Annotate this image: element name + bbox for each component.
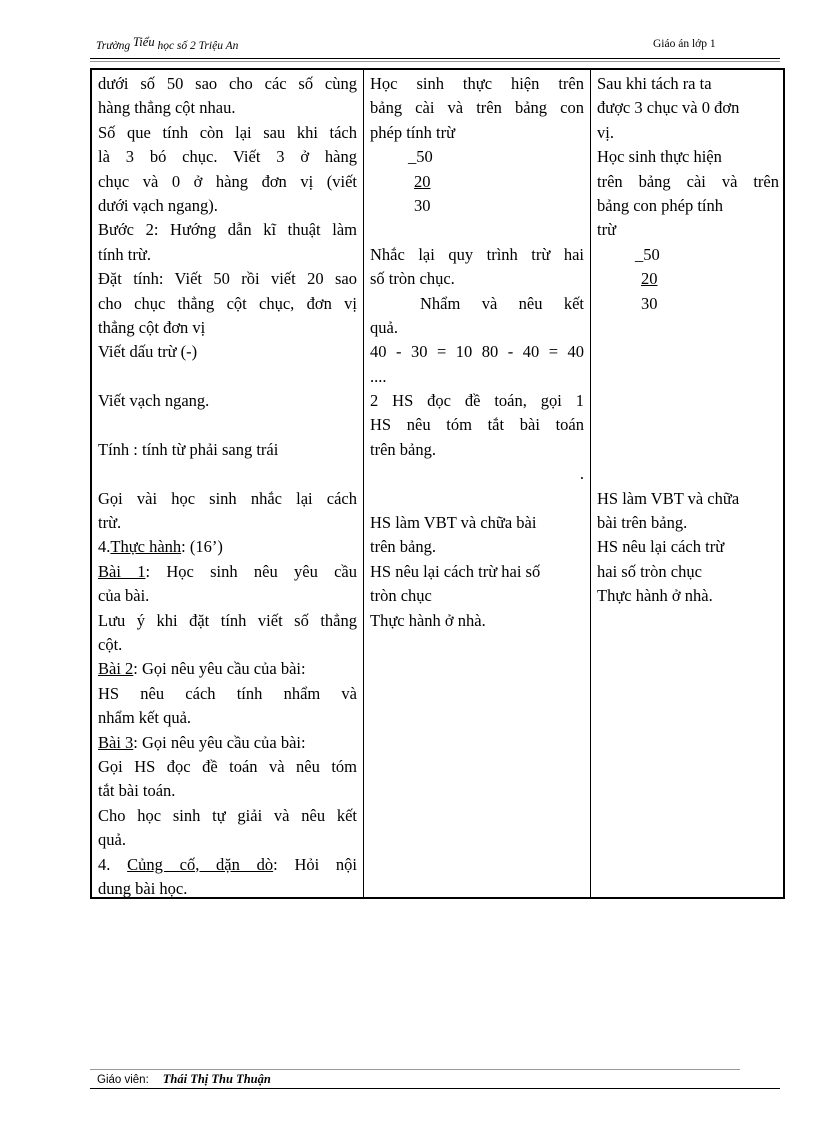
student-mental-math [370,316,584,487]
text-line: vị. [597,122,614,142]
text-line: Bước 2: Hướng dẫn kĩ thuật làm [98,220,357,240]
text-line: quả. [370,317,398,337]
header-rule-thin [90,61,780,62]
text-line: cột. [98,634,123,654]
text-line: dưới vạch ngang). [98,195,218,215]
student-review-lines [370,218,584,291]
text-line: HS nêu lại cách trừ hai số [370,561,541,581]
text-line: . [579,464,584,484]
bai-1-notes [98,584,357,657]
practice-heading: 4.Thực hành: (16’) [98,537,223,557]
text-line: .... [370,366,387,386]
calc2-minuend: _50 [635,244,660,264]
text-line [98,413,357,437]
text-line: bài trên bảng. [597,513,688,533]
notes-practice [597,487,779,609]
notes-top [597,72,779,243]
text-line: 2 HS đọc đề toán, gọi 1 [370,391,584,411]
calc2-subtrahend: 20 [641,269,658,289]
text-line [370,218,584,242]
text-line: Thực hành ở nhà. [597,586,713,606]
text-line: thẳng cột đơn vị [98,317,206,337]
text-line: HS nêu lại cách trừ [597,537,725,557]
text-line: Sau khi tách ra ta [597,74,712,93]
footer-rule [90,1088,780,1089]
calc-result: 30 [414,195,431,215]
text-line: Cho học sinh tự giải và nêu kết [98,805,357,825]
student-activities-top [370,72,584,145]
consolidation-last-line: dung bài học. [98,878,188,898]
text-line: bảng con phép tính [597,195,724,215]
subject-label: Giáo án lớp 1 [653,38,716,50]
text-line: HS làm VBT và chữa bài [370,513,537,533]
text-line: Tính : tính từ phải sang trái [98,439,279,459]
text-line: trên bảng. [370,439,436,459]
calc-subtrahend: 20 [414,171,431,191]
page-header [96,35,780,56]
bai-2-notes [98,682,357,731]
text-line: tắt bài toán. [98,781,176,801]
spacer [597,316,779,487]
text-line: Viết dấu trừ (-) [98,342,198,362]
teacher-name: Thái Thị Thu Thuận [162,1072,271,1086]
text-line: số tròn chục. [370,269,455,289]
bai-3-notes [98,755,357,853]
calc-minuend: _50 [408,147,433,167]
spacer [370,487,584,511]
school-name: Trường Tiểu học số 2 Triệu An [96,35,239,52]
teacher-activities-top [98,72,357,535]
text-line [98,365,357,389]
text-line: HS nêu tóm tắt bài toán [370,415,584,435]
text-line: Đặt tính: Viết 50 rồi viết 20 sao [98,269,357,289]
text-line: hàng thẳng cột nhau. [98,98,236,118]
teacher-activities-column [92,70,364,897]
text-line: Viết vạch ngang. [98,391,210,411]
text-line: là 3 bó chục. Viết 3 ở hàng [98,147,357,167]
page-footer [97,1072,271,1087]
bai-2-line: Bài 2: Gọi nêu yêu cầu của bài: [98,659,306,679]
text-line: Học sinh thực hiện trên [370,74,584,93]
text-line: Số que tính còn lại sau khi tách [98,122,357,142]
text-line: trừ [597,220,617,240]
text-line: trên bảng cài và trên [597,171,779,191]
text-line: Thực hành ở nhà. [370,610,486,630]
mental-math-line: Nhẩm và nêu kết [420,293,584,313]
text-line: Gọi vài học sinh nhắc lại cách [98,488,357,508]
text-line: dưới số 50 sao cho các số cùng [98,74,357,93]
text-line [98,462,357,486]
text-line: nhẩm kết quả. [98,708,192,728]
student-activities-column [364,70,591,897]
text-line: chục và 0 ở hàng đơn vị (viết [98,171,357,191]
text-line: của bài. [98,586,150,606]
text-line: hai số tròn chục [597,561,702,581]
text-line: trên bảng. [370,537,436,557]
text-line: phép tính trừ [370,122,456,142]
text-line: trừ. [98,513,122,533]
calc2-result: 30 [641,293,658,313]
text-line: Nhắc lại quy trình trừ hai [370,244,584,264]
consolidation-line: 4. Củng cố, dặn dò: Hỏi nội [98,854,358,874]
text-line: được 3 chục và 0 đơn [597,98,740,118]
bai-1-line: Bài 1: Học sinh nêu yêu cầu [98,561,357,581]
text-line: HS làm VBT và chữa [597,488,740,508]
text-line: cho chục thẳng cột chục, đơn vị [98,293,357,313]
text-line: tròn chục [370,586,432,606]
text-line: 40 - 30 = 10 80 - 40 = 40 [370,342,584,362]
text-line: Gọi HS đọc đề toán và nêu tóm [98,756,357,776]
text-line: tính trừ. [98,244,151,264]
text-line: Học sinh thực hiện [597,147,722,167]
column-subtraction-2 [597,243,779,316]
text-line: Lưu ý khi đặt tính viết số thẳng [98,610,357,630]
bai-3-line: Bài 3: Gọi nêu yêu cầu của bài: [98,732,306,752]
notes-column [591,70,785,897]
text-line: bảng cài và trên bảng con [370,98,584,118]
footer-rule-thin [90,1069,740,1070]
student-practice [370,511,584,633]
column-subtraction [370,145,584,218]
header-rule [90,58,780,59]
teacher-label: Giáo viên: [97,1074,149,1086]
text-line: HS nêu cách tính nhẩm và [98,683,357,703]
text-line: quả. [98,830,126,850]
lesson-table [90,68,785,899]
